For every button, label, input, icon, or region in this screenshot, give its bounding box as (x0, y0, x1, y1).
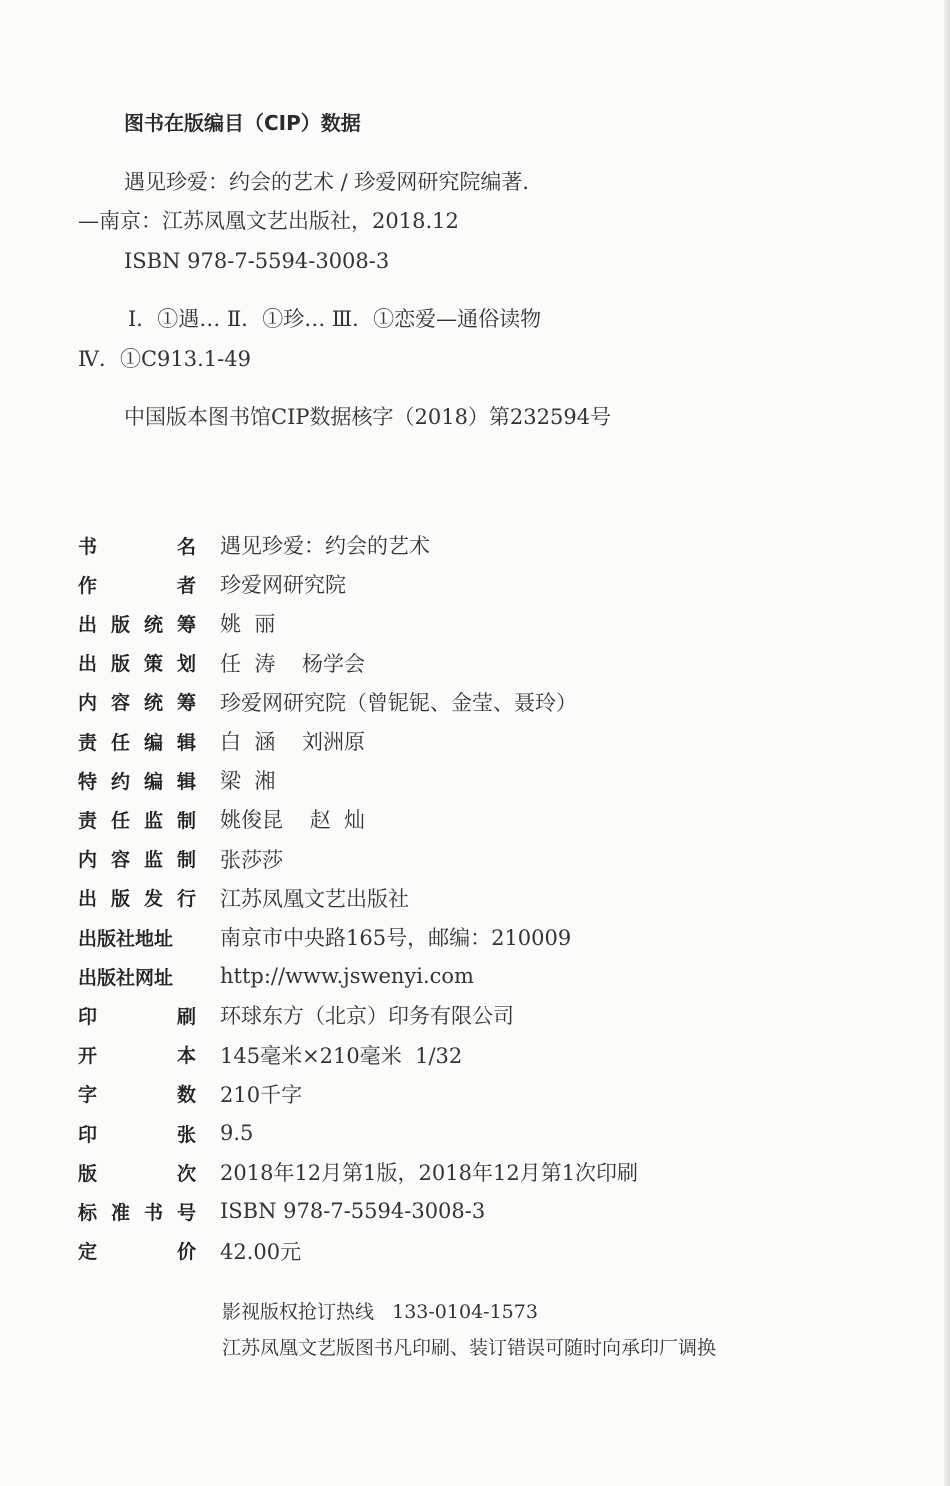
info-label (78, 884, 196, 911)
info-label-char: 版 (110, 888, 130, 911)
info-row (78, 1000, 838, 1030)
info-row (78, 608, 838, 638)
info-value: 210千字 (220, 1082, 303, 1107)
info-value: 姚俊昆 赵 灿 (220, 808, 366, 833)
info-label-char: 书 (78, 535, 98, 558)
info-value: 遇见珍爱：约会的艺术 (220, 534, 430, 558)
info-label-char: 内 (78, 849, 98, 872)
info-value: 42.00元 (220, 1239, 302, 1264)
info-label-char: 准 (110, 1201, 130, 1224)
info-label-char: 本 (176, 1045, 196, 1068)
info-label-char: 号 (176, 1201, 196, 1224)
info-label-char: 容 (110, 692, 130, 715)
info-value: 白 涵 刘洲原 (220, 730, 366, 754)
info-label-char: 筹 (176, 692, 196, 715)
info-label-char: 开 (78, 1045, 98, 1068)
info-value: 2018年12月第1版，2018年12月第1次印刷 (220, 1161, 639, 1186)
info-label-char: 策 (143, 653, 163, 676)
info-label-char: 划 (176, 653, 196, 676)
info-label-char: 筹 (176, 613, 196, 636)
replacement-notice: 江苏凤凰文艺版图书凡印刷、装订错误可随时向承印厂调换 (222, 1337, 717, 1359)
info-row (78, 726, 838, 756)
info-label (78, 1080, 196, 1107)
info-label (78, 767, 196, 794)
info-label-char: 约 (110, 770, 130, 793)
info-value: ISBN 978-7-5594-3008-3 (220, 1199, 486, 1224)
info-label-char: 印 (78, 1123, 98, 1146)
cip-line-isbn: ISBN 978-7-5594-3008-3 (124, 249, 390, 273)
info-label-char: 编 (143, 731, 163, 754)
info-label-char: 定 (78, 1241, 98, 1264)
page-edge (944, 0, 950, 1486)
cip-title: 图书在版编目（CIP）数据 (124, 111, 361, 135)
info-row (78, 883, 838, 913)
info-label-char: 刷 (176, 1005, 196, 1028)
cip-line-title-author: 遇见珍爱：约会的艺术 / 珍爱网研究院编著． (124, 170, 544, 194)
info-row (78, 1236, 838, 1266)
info-value: 江苏凤凰文艺出版社 (220, 886, 409, 911)
info-label-char: 出版社网址 (78, 966, 174, 989)
info-label-char: 责 (78, 731, 98, 754)
info-label-char: 版 (110, 653, 130, 676)
info-label-char: 内 (78, 692, 98, 715)
info-label (78, 688, 196, 715)
info-value: 南京市中央路165号，邮编：210009 (220, 926, 572, 950)
info-label-char: 印 (78, 1005, 98, 1028)
info-label-char: 发 (143, 888, 163, 911)
info-label (78, 571, 196, 598)
info-label-char: 作 (78, 574, 98, 597)
info-value: 张莎莎 (220, 847, 283, 872)
info-label (78, 610, 196, 637)
info-value: http://www.jswenyi.com (220, 964, 474, 989)
info-label-char: 张 (176, 1123, 196, 1146)
info-label-char: 监 (143, 809, 163, 832)
info-row (78, 1157, 838, 1187)
info-label (78, 1198, 196, 1225)
info-label-char: 监 (143, 849, 163, 872)
rights-hotline: 影视版权抢订热线 133-0104-1573 (222, 1301, 538, 1323)
info-row (78, 765, 838, 795)
info-label (78, 728, 196, 755)
info-value: 环球东方（北京）印务有限公司 (220, 1004, 514, 1029)
info-label (78, 806, 196, 833)
info-label-char: 责 (78, 809, 98, 832)
info-label (78, 1002, 196, 1029)
info-label-char: 价 (176, 1241, 196, 1264)
info-label (78, 1120, 196, 1147)
info-row (78, 804, 838, 834)
info-label-char: 任 (110, 731, 130, 754)
info-label-char: 出 (78, 653, 98, 676)
info-label-char: 统 (143, 692, 163, 715)
info-label-char: 数 (176, 1084, 196, 1107)
info-label (78, 1159, 196, 1186)
cip-line-record-number: 中国版本图书馆CIP数据核字（2018）第232594号 (124, 405, 612, 429)
info-label-char: 编 (143, 770, 163, 793)
info-label-char: 次 (176, 1162, 196, 1185)
info-label-char: 出 (78, 613, 98, 636)
info-label-char: 版 (110, 613, 130, 636)
info-label-char: 出版社地址 (78, 927, 174, 950)
cip-line-publisher: —南京：江苏凤凰文艺出版社，2018.12 (78, 209, 459, 233)
info-label-char: 标 (78, 1201, 98, 1224)
info-row (78, 961, 838, 991)
info-label-char: 辑 (176, 731, 196, 754)
info-label-char: 辑 (176, 770, 196, 793)
cip-line-subject: Ⅰ．①遇… Ⅱ．①珍… Ⅲ．①恋爱—通俗读物 (128, 307, 542, 331)
info-row (78, 569, 838, 599)
cip-line-classification: Ⅳ．①C913.1-49 (78, 347, 251, 371)
info-row (78, 530, 838, 560)
info-label (78, 532, 196, 559)
info-label-char: 书 (143, 1201, 163, 1224)
info-value: 9.5 (220, 1121, 254, 1145)
info-label-char: 出 (78, 888, 98, 911)
info-row (78, 922, 838, 952)
info-value: 珍爱网研究院（曾铌铌、金莹、聂玲） (220, 690, 577, 715)
info-row (78, 1079, 838, 1109)
info-row (78, 844, 838, 874)
info-label-char: 任 (110, 809, 130, 832)
info-label-char: 字 (78, 1084, 98, 1107)
info-row (78, 1040, 838, 1070)
info-row (78, 1196, 838, 1226)
info-label-char: 统 (143, 613, 163, 636)
info-row (78, 1118, 838, 1148)
info-row (78, 687, 838, 717)
info-value: 姚 丽 (220, 612, 276, 637)
info-value: 珍爱网研究院 (220, 573, 346, 598)
info-label-char: 制 (176, 809, 196, 832)
info-label-char: 容 (110, 849, 130, 872)
info-label-char: 制 (176, 849, 196, 872)
info-value: 任 涛 杨学会 (220, 651, 366, 676)
info-label (78, 649, 196, 676)
info-label-char: 行 (176, 888, 196, 911)
info-label (78, 1041, 196, 1068)
info-label-char: 名 (176, 535, 196, 558)
info-value: 145毫米×210毫米 1/32 (220, 1043, 463, 1068)
info-label-char: 版 (78, 1162, 98, 1185)
info-label (78, 963, 196, 990)
info-label-char: 者 (176, 574, 196, 597)
info-label-char: 特 (78, 770, 98, 793)
info-row (78, 648, 838, 678)
info-label (78, 845, 196, 872)
info-label (78, 924, 196, 951)
info-value: 梁 湘 (220, 769, 276, 794)
info-label (78, 1237, 196, 1264)
